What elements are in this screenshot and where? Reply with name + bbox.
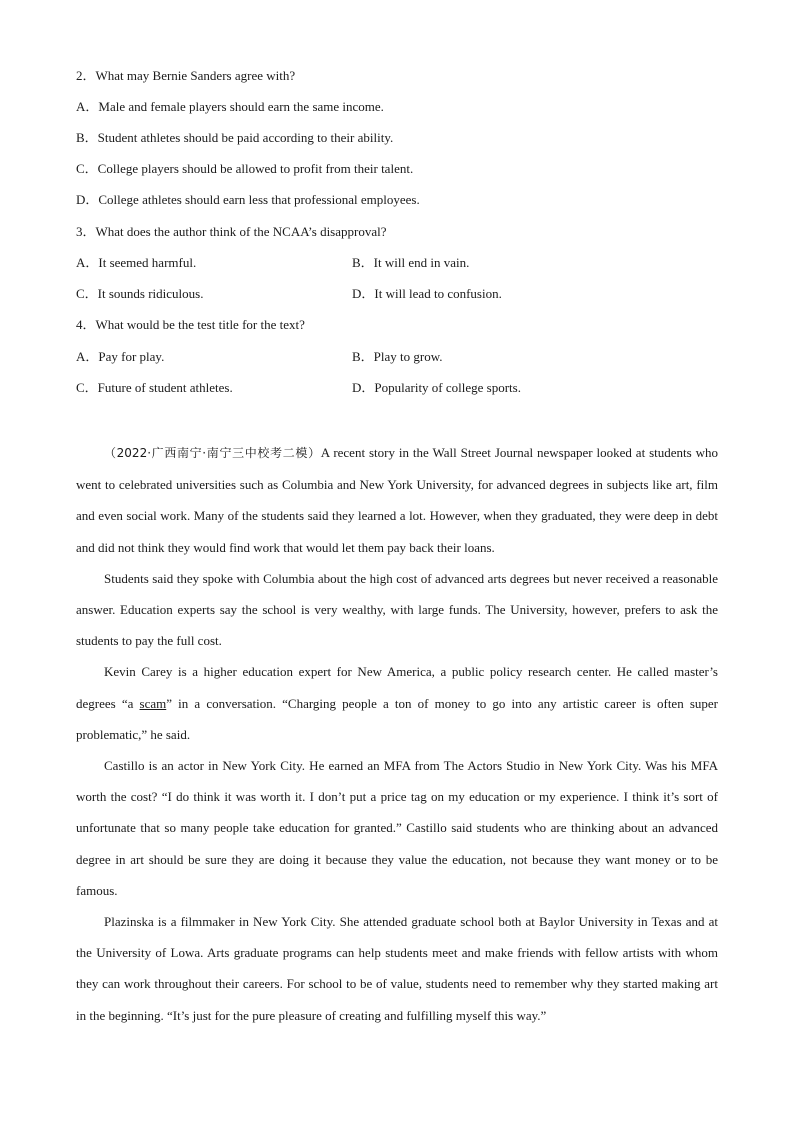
- passage-paragraph-5: Plazinska is a filmmaker in New York City. She attended graduate school both at Baylor University in Texas and at the University of Lowa. Arts graduate programs can help students meet and make friends with fellow artists with whom they can work throughout their careers. For school to be of value, students need to remember why they started making art in the beginning. “It’s just for the pure pleasure of creating and fulfilling myself this way.”: [76, 914, 718, 1023]
- passage-paragraph-1-text: A recent story in the Wall Street Journal newspaper looked at students who went to celebrated universities such as Columbia and New York University, for advanced degrees in subjects like art, film and even social work. Many of the students said they learned a lot. However, when they graduated, they were deep in debt and did not think they would find work that would let them pay back their loans.: [76, 445, 718, 555]
- passage-paragraph-3-part-1: Kevin Carey is a higher education expert for New America, a public policy research center. He called master’s degrees “a: [76, 664, 718, 711]
- passage-paragraph-2: Students said they spoke with Columbia about the high cost of advanced arts degrees but never received a reasonable answer. Education experts say the school is very wealthy, with large funds. The University, however, prefers to ask the students to pay the full cost.: [76, 570, 718, 649]
- question-3-stem: 3．What does the author think of the NCAA’s disapproval?: [76, 224, 387, 239]
- question-4-option-a: A．Pay for play.: [76, 349, 165, 364]
- underlined-word-scam: scam: [139, 695, 167, 711]
- question-2-option-b: B．Student athletes should be paid according to their ability.: [76, 130, 394, 145]
- question-2-option-a: A．Male and female players should earn the same income.: [76, 99, 384, 114]
- question-4-option-b: B．Play to grow.: [352, 349, 443, 364]
- question-3-option-a: A．It seemed harmful.: [76, 255, 197, 270]
- question-2-option-d: D．College athletes should earn less that professional employees.: [76, 192, 420, 207]
- reading-passage: [76, 437, 718, 1031]
- question-3-option-c: C．It sounds ridiculous.: [76, 286, 204, 301]
- question-2-stem: 2．What may Bernie Sanders agree with?: [76, 68, 296, 83]
- question-2-option-c: C．College players should be allowed to profit from their talent.: [76, 161, 414, 176]
- question-4-stem: 4．What would be the test title for the text?: [76, 317, 305, 332]
- question-4-option-c: C．Future of student athletes.: [76, 380, 233, 395]
- passage-paragraph-4: Castillo is an actor in New York City. He earned an MFA from The Actors Studio in New York City. Was his MFA worth the cost? “I do think it was worth it. I don’t put a price tag on my education or my experience. I think it’s sort of unfortunate that so many people take education for granted.” Castillo said students who are thinking about an advanced degree in art should be sure they are doing it because they value the education, not because they want money or to be famous.: [76, 758, 718, 898]
- passage-paragraph-3-part-2: ” in a conversation. “Charging people a ton of money to go into any artistic career is often super problematic,” he said.: [76, 695, 718, 742]
- passage-source: （2022·广西南宁·南宁三中校考二模）: [104, 446, 321, 460]
- question-3-option-b: B．It will end in vain.: [352, 255, 470, 270]
- question-4-option-d: D．Popularity of college sports.: [352, 380, 521, 395]
- question-3-option-d: D．It will lead to confusion.: [352, 286, 502, 301]
- passage-paragraph-1: [76, 437, 718, 563]
- passage-paragraph-3: [76, 656, 718, 750]
